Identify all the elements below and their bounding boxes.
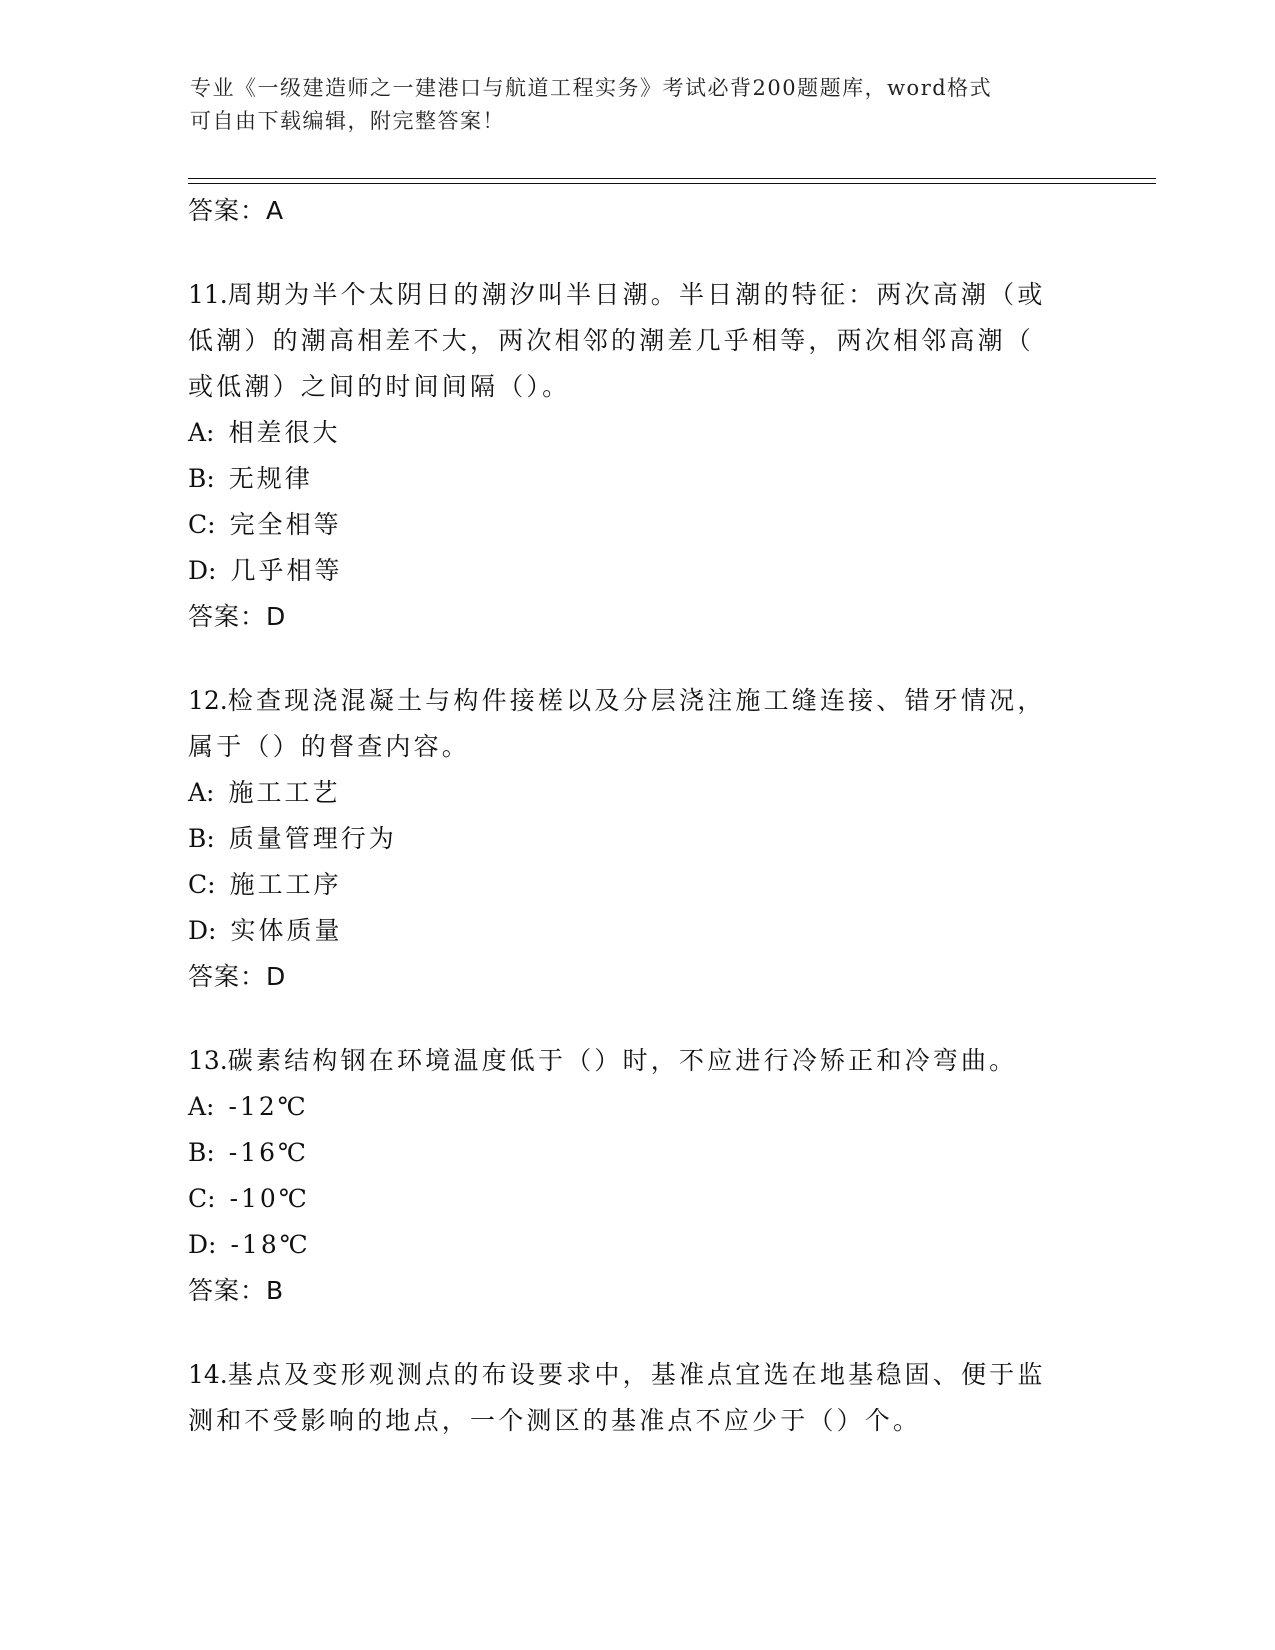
option-key: B: bbox=[188, 824, 215, 853]
option-key: B: bbox=[188, 464, 215, 493]
question-number: 13. bbox=[188, 1046, 228, 1075]
option-d bbox=[188, 1222, 1088, 1268]
option-text: 实体质量 bbox=[230, 916, 343, 945]
header-rule-bottom bbox=[188, 183, 1156, 184]
option-key: D: bbox=[188, 556, 217, 585]
option-text: 相差很大 bbox=[228, 418, 341, 447]
previous-answer: 答案：A bbox=[188, 196, 285, 225]
question-13 bbox=[188, 1038, 1088, 1314]
option-text: 质量管理行为 bbox=[228, 824, 397, 853]
option-b bbox=[188, 456, 1088, 502]
option-a bbox=[188, 1084, 1088, 1130]
question-number: 11. bbox=[188, 280, 228, 309]
option-d bbox=[188, 548, 1088, 594]
option-c bbox=[188, 502, 1088, 548]
question-line: 周期为半个太阴日的潮汐叫半日潮。半日潮的特征：两次高潮（或 bbox=[227, 280, 1046, 309]
option-a bbox=[188, 770, 1088, 816]
question-line: 或低潮）之间的时间间隔（）。 bbox=[188, 372, 571, 401]
question-11 bbox=[188, 272, 1088, 640]
header-line-2: 可自由下载编辑，附完整答案！ bbox=[190, 109, 505, 133]
question-line: 测和不受影响的地点，一个测区的基准点不应少于（）个。 bbox=[188, 1406, 922, 1435]
option-text: 施工工序 bbox=[229, 870, 342, 899]
option-text: 完全相等 bbox=[229, 510, 342, 539]
option-text: 几乎相等 bbox=[230, 556, 343, 585]
question-text bbox=[188, 678, 1088, 724]
question-line: 基点及变形观测点的布设要求中，基准点宜选在地基稳固、便于监 bbox=[227, 1360, 1046, 1389]
question-list bbox=[188, 188, 1088, 1444]
question-14 bbox=[188, 1352, 1088, 1444]
answer: 答案：D bbox=[188, 962, 287, 991]
question-text bbox=[188, 272, 1088, 318]
option-b bbox=[188, 1130, 1088, 1176]
option-key: C: bbox=[188, 870, 216, 899]
header-line-1: 专业《一级建造师之一建港口与航道工程实务》考试必背200题题库，word格式 bbox=[190, 76, 993, 100]
option-key: A: bbox=[188, 778, 215, 807]
option-a bbox=[188, 410, 1088, 456]
option-key: B: bbox=[188, 1138, 215, 1167]
option-text: -18℃ bbox=[230, 1230, 311, 1259]
question-12 bbox=[188, 678, 1088, 1000]
document-header bbox=[190, 72, 1090, 138]
option-b bbox=[188, 816, 1088, 862]
option-text: -12℃ bbox=[228, 1092, 309, 1121]
question-number: 12. bbox=[188, 686, 228, 715]
option-text: 无规律 bbox=[228, 464, 313, 493]
option-key: C: bbox=[188, 510, 216, 539]
option-key: D: bbox=[188, 916, 217, 945]
answer: 答案：D bbox=[188, 602, 287, 631]
option-text: -10℃ bbox=[229, 1184, 310, 1213]
question-line: 低潮）的潮高相差不大，两次相邻的潮差几乎相等，两次相邻高潮（ bbox=[188, 326, 1035, 355]
option-key: C: bbox=[188, 1184, 216, 1213]
option-c bbox=[188, 1176, 1088, 1222]
option-d bbox=[188, 908, 1088, 954]
question-text bbox=[188, 1352, 1088, 1398]
question-number: 14. bbox=[188, 1360, 228, 1389]
option-key: A: bbox=[188, 418, 215, 447]
option-text: -16℃ bbox=[228, 1138, 310, 1167]
option-key: D: bbox=[188, 1230, 217, 1259]
header-rule-top bbox=[188, 178, 1156, 179]
question-line: 碳素结构钢在环境温度低于（）时，不应进行冷矫正和冷弯曲。 bbox=[227, 1046, 1018, 1075]
question-text bbox=[188, 1038, 1088, 1084]
question-line: 属于（）的督查内容。 bbox=[188, 732, 471, 761]
option-c bbox=[188, 862, 1088, 908]
question-line: 检查现浇混凝土与构件接槎以及分层浇注施工缝连接、错牙情况， bbox=[227, 686, 1046, 715]
option-text: 施工工艺 bbox=[228, 778, 341, 807]
option-key: A: bbox=[188, 1092, 215, 1121]
answer: 答案：B bbox=[188, 1276, 285, 1305]
